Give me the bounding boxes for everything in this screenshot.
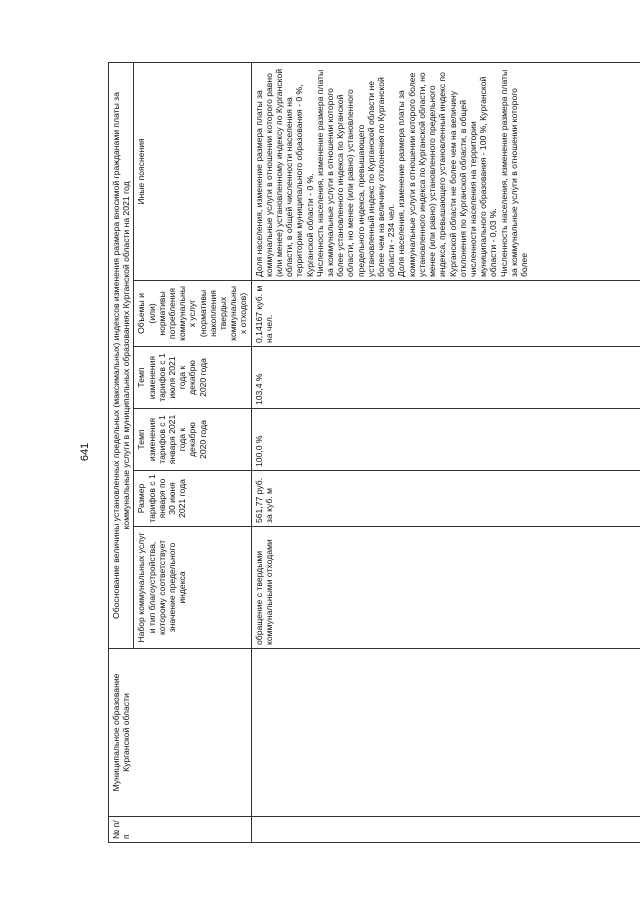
cell-municipality <box>251 649 640 817</box>
note-paragraph: Доля населения, изменение размера платы за коммунальные услуги в отношении которого равно (или менее) установленному индексу по Курганской области, в общей численности населения на территории муниципального образования - 0 %, Курганской области - 0 %. <box>253 68 315 277</box>
header-row-1 <box>109 62 134 842</box>
cell-num <box>251 817 640 843</box>
cell-rate-january: 100,0 % <box>251 409 640 471</box>
cell-tariff-size: 561,77 руб. за куб. м <box>251 471 640 527</box>
header-num: № п/п <box>109 817 252 843</box>
table-caption: Обоснование величины установленных предельных (максимальных) индексов изменения размера вносимой гражданами платы за коммунальные услуги в муниципальных образованиях Курганской области на 2021 год <box>109 62 134 648</box>
header-rate-january: Темп изменения тарифов с 1 января 2021 года к декабрю 2020 года <box>134 409 251 471</box>
header-municipality: Муниципальное образование Курганской области <box>109 649 252 817</box>
note-paragraph: Доля населения, изменение размера платы за коммунальные услуги в отношении которого более установленного индекса по Курганской области, но менее (или равно) установленного предельного индекса, превышающего установленный индекс по Курганской области не более чем на величину отклонения по Курганской области, в общей численности населения на территории муниципального образования - 100 %, Курганской области - 0,03 %. <box>396 72 499 277</box>
header-service-set: Набор коммунальных услуг и тип благоустройства, которому соответствует значение предельного индекса <box>134 527 251 649</box>
cell-service-set: обращение с твердыми коммунальными отходами <box>251 527 640 649</box>
header-rate-july: Темп изменения тарифов с 1 июля 2021 года к декабрю 2020 года <box>134 347 251 409</box>
note-paragraph: Численность населения, изменение размера платы за коммунальные услуги в отношении которого более <box>498 69 529 277</box>
cell-notes <box>251 62 640 280</box>
table-row <box>251 62 640 842</box>
header-tariff-size: Размер тарифов с 1 января по 30 июня 2021 года <box>134 471 251 527</box>
rotated-table-container <box>108 63 613 843</box>
header-notes: Иные пояснения <box>134 62 251 280</box>
page-number: 641 <box>79 442 92 462</box>
cell-volumes: 0,14167 куб. м на чел. <box>251 281 640 347</box>
tariff-index-table <box>108 62 640 843</box>
note-paragraph: Численность населения, изменение размера платы за коммунальные услуги в отношении которого более установленного индекса по Курганской области, но менее (или равно) установленного предельного индекса, превышающего установленный индекс по Курганской области не более чем на величину отклонения по Курганской области - 234 чел. <box>314 69 397 277</box>
cell-rate-july: 103,4 % <box>251 347 640 409</box>
header-volumes: Объемы и (или) нормативы потребления коммунальных услуг (нормативы накопления твердых коммунальных отходов) <box>134 281 251 347</box>
